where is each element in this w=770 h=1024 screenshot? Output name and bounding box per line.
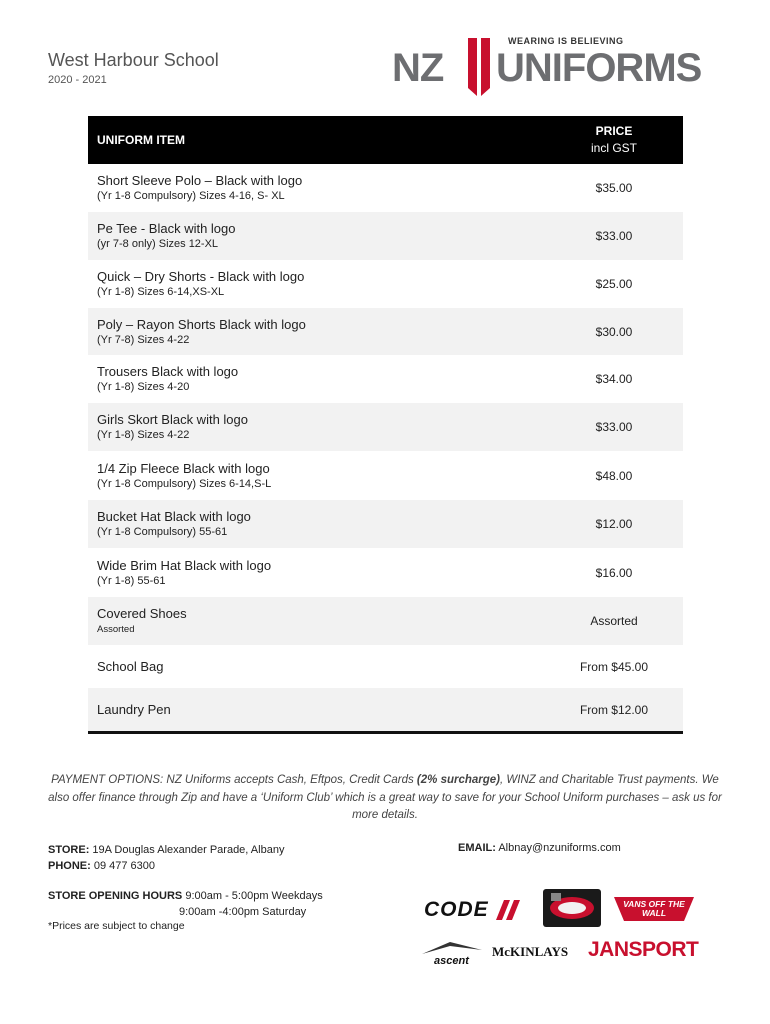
item-detail: (Yr 1-8) Sizes 4-22 bbox=[97, 429, 190, 441]
price-cell: From $45.00 bbox=[579, 659, 649, 674]
hours-saturday: 9:00am -4:00pm Saturday bbox=[179, 906, 307, 918]
table-row bbox=[88, 260, 683, 308]
jansport-logo-text: JANSPORT bbox=[588, 938, 699, 961]
item-name: Wide Brim Hat Black with logo bbox=[97, 557, 272, 573]
item-name: Poly – Rayon Shorts Black with logo bbox=[97, 316, 306, 332]
hours-weekdays: 9:00am - 5:00pm Weekdays bbox=[182, 890, 323, 902]
price-cell: $48.00 bbox=[595, 468, 633, 483]
payment-text-1: PAYMENT OPTIONS: NZ Uniforms accepts Cash, Eftpos, Credit Cards bbox=[51, 774, 417, 786]
col-header-price-label: PRICE bbox=[595, 124, 633, 138]
item-cell bbox=[88, 363, 545, 395]
item-cell bbox=[88, 508, 545, 540]
item-name: Girls Skort Black with logo bbox=[97, 412, 248, 427]
price-cell: $35.00 bbox=[595, 181, 633, 195]
price-cell: Assorted bbox=[590, 614, 638, 628]
item-name: 1/4 Zip Fleece Black with logo bbox=[97, 460, 270, 476]
table-row bbox=[88, 212, 683, 260]
item-name: Short Sleeve Polo – Black with logo bbox=[97, 173, 303, 188]
col-header-price-sub: incl GST bbox=[590, 141, 637, 155]
store-address: 19A Douglas Alexander Parade, Albany bbox=[89, 844, 285, 856]
opening-hours bbox=[48, 888, 323, 920]
table-row bbox=[88, 308, 683, 355]
price-cell: $12.00 bbox=[595, 517, 633, 531]
item-detail: (Yr 1-8 Compulsory) 55-61 bbox=[97, 526, 228, 538]
table-row bbox=[88, 451, 683, 500]
school-year: 2020 - 2021 bbox=[48, 74, 107, 86]
school-name: West Harbour School bbox=[48, 50, 219, 70]
payment-options bbox=[48, 772, 722, 825]
price-cell: $25.00 bbox=[595, 277, 633, 291]
email-label: EMAIL: bbox=[458, 842, 496, 854]
nz-uniforms-logo bbox=[392, 36, 732, 98]
item-cell bbox=[88, 605, 545, 637]
email-address[interactable]: Albnay@nzuniforms.com bbox=[495, 842, 621, 854]
table-row bbox=[88, 500, 683, 548]
code-logo bbox=[424, 898, 522, 922]
item-cell bbox=[88, 268, 545, 300]
item-detail: (yr 7-8 only) Sizes 12-XL bbox=[97, 238, 219, 250]
price-cell: $34.00 bbox=[595, 372, 633, 386]
table-row bbox=[88, 403, 683, 451]
phone-number: 09 477 6300 bbox=[90, 860, 156, 872]
phone-label: PHONE: bbox=[48, 860, 91, 872]
item-cell bbox=[88, 220, 545, 252]
hours-label: STORE OPENING HOURS bbox=[48, 890, 183, 902]
table-row bbox=[88, 355, 683, 403]
price-cell: $16.00 bbox=[595, 565, 633, 580]
item-name: Covered Shoes bbox=[97, 606, 187, 621]
table-header bbox=[88, 116, 683, 164]
item-cell bbox=[88, 172, 545, 204]
item-detail: (Yr 7-8) Sizes 4-22 bbox=[97, 333, 190, 346]
item-detail: (Yr 1-8) Sizes 6-14,XS-XL bbox=[97, 286, 225, 298]
price-table bbox=[88, 116, 683, 734]
price-cell: $30.00 bbox=[595, 324, 633, 339]
skate-brand-logo bbox=[543, 889, 601, 927]
store-label: STORE: bbox=[48, 844, 90, 856]
logo-bars-icon bbox=[466, 36, 492, 98]
item-cell bbox=[88, 701, 545, 718]
store-info bbox=[48, 842, 284, 874]
item-name: Bucket Hat Black with logo bbox=[97, 509, 251, 524]
ascent-logo bbox=[420, 940, 484, 968]
item-name: Pe Tee - Black with logo bbox=[97, 221, 236, 236]
item-cell bbox=[88, 658, 545, 675]
table-row bbox=[88, 548, 683, 597]
mckinlays-logo bbox=[492, 944, 568, 960]
item-name: Quick – Dry Shorts - Black with logo bbox=[97, 269, 305, 284]
item-detail: (Yr 1-8 Compulsory) Sizes 6-14,S-L bbox=[97, 477, 272, 490]
jansport-logo bbox=[588, 938, 698, 962]
logo-nz-text: NZ bbox=[392, 46, 444, 90]
skate-emblem-icon bbox=[543, 889, 601, 927]
price-cell: $33.00 bbox=[595, 420, 633, 434]
logo-uniforms-text: UNIFORMS bbox=[496, 46, 702, 90]
item-detail: (Yr 1-8) 55-61 bbox=[97, 574, 166, 587]
email-info bbox=[458, 842, 621, 854]
price-cell: From $12.00 bbox=[579, 702, 649, 717]
table-row bbox=[88, 688, 683, 731]
item-name: Trousers Black with logo bbox=[97, 364, 239, 379]
logo-tagline: WEARING IS BELIEVING bbox=[508, 36, 624, 46]
item-name: Laundry Pen bbox=[97, 702, 171, 717]
code-slash-icon bbox=[496, 898, 522, 922]
item-cell bbox=[88, 557, 545, 589]
ascent-swoosh-icon bbox=[420, 940, 484, 956]
item-detail: Assorted bbox=[97, 624, 135, 635]
vans-logo bbox=[612, 893, 696, 925]
code-logo-text: CODE bbox=[424, 898, 489, 921]
table-row bbox=[88, 164, 683, 212]
item-detail: (Yr 1-8) Sizes 4-20 bbox=[97, 381, 190, 393]
table-row bbox=[88, 597, 683, 645]
table-row bbox=[88, 645, 683, 688]
payment-text-2: , WINZ and Charitable Trust payments. We also offer finance through Zip and have a ‘Uniform Club’ which is a great way to save for your School Uniform purchases – ask us for more details. bbox=[48, 774, 722, 821]
price-cell: $33.00 bbox=[595, 229, 633, 243]
table-body bbox=[88, 164, 683, 731]
item-cell bbox=[88, 411, 545, 443]
mckinlays-logo-text: McKINLAYS bbox=[492, 944, 569, 959]
price-note: *Prices are subject to change bbox=[48, 920, 185, 932]
item-name: School Bag bbox=[97, 659, 164, 674]
ascent-logo-text: ascent bbox=[434, 955, 469, 967]
item-cell bbox=[88, 460, 545, 492]
vans-logo-text: VANS OFF THE WALL bbox=[623, 899, 685, 918]
col-header-price bbox=[545, 123, 683, 157]
item-cell bbox=[88, 316, 545, 348]
col-header-item: UNIFORM ITEM bbox=[97, 133, 185, 147]
item-detail: (Yr 1-8 Compulsory) Sizes 4-16, S- XL bbox=[97, 190, 285, 202]
payment-surcharge: (2% surcharge) bbox=[416, 774, 501, 786]
